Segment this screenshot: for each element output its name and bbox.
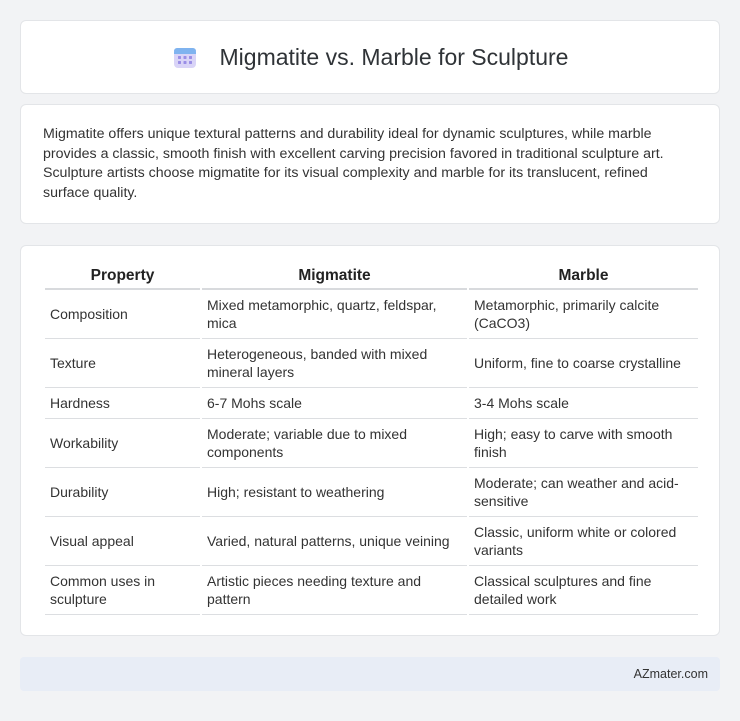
table-cell-marble: Classic, uniform white or colored variants [469,517,698,566]
table-row [45,388,698,419]
intro-text: Migmatite offers unique textural patterns and durability ideal for dynamic sculptures, while marble provides a classic, smooth finish with excellent carving precision favored in traditional sculpture art. Sculpture artists choose migmatite for its visual complexity and marble for its translucent, refined surface quality. [43,126,664,201]
comparison-table [43,264,700,615]
table-cell-marble: Uniform, fine to coarse crystalline [469,339,698,388]
table-row [45,468,698,517]
table-cell-property: Composition [45,290,200,339]
table-cell-property: Durability [45,468,200,517]
table-row [45,419,698,468]
intro-card [20,104,720,224]
column-header-marble: Marble [469,264,698,290]
table-header-row [45,264,698,290]
table-cell-marble: 3-4 Mohs scale [469,388,698,419]
table-row [45,339,698,388]
table-cell-migmatite: Heterogeneous, banded with mixed mineral layers [202,339,467,388]
table-cell-property: Visual appeal [45,517,200,566]
table-row [45,566,698,615]
table-cell-migmatite: Moderate; variable due to mixed components [202,419,467,468]
table-cell-migmatite: Artistic pieces needing texture and pattern [202,566,467,615]
calendar-icon [172,44,198,70]
table-cell-migmatite: 6-7 Mohs scale [202,388,467,419]
table-cell-marble: High; easy to carve with smooth finish [469,419,698,468]
table-row [45,290,698,339]
table-cell-marble: Classical sculptures and fine detailed work [469,566,698,615]
table-cell-migmatite: High; resistant to weathering [202,468,467,517]
title-card [20,20,720,94]
column-header-migmatite: Migmatite [202,264,467,290]
table-cell-marble: Moderate; can weather and acid-sensitive [469,468,698,517]
table-cell-property: Workability [45,419,200,468]
table-cell-migmatite: Mixed metamorphic, quartz, feldspar, mica [202,290,467,339]
table-row [45,517,698,566]
column-header-property: Property [45,264,200,290]
footer-brand[interactable]: AZmater.com [633,667,708,681]
page-title: Migmatite vs. Marble for Sculpture [219,43,569,70]
footer-bar [20,657,720,691]
table-cell-property: Texture [45,339,200,388]
table-cell-property: Common uses in sculpture [45,566,200,615]
table-cell-marble: Metamorphic, primarily calcite (CaCO3) [469,290,698,339]
comparison-table-card [20,245,720,636]
table-cell-migmatite: Varied, natural patterns, unique veining [202,517,467,566]
table-cell-property: Hardness [45,388,200,419]
